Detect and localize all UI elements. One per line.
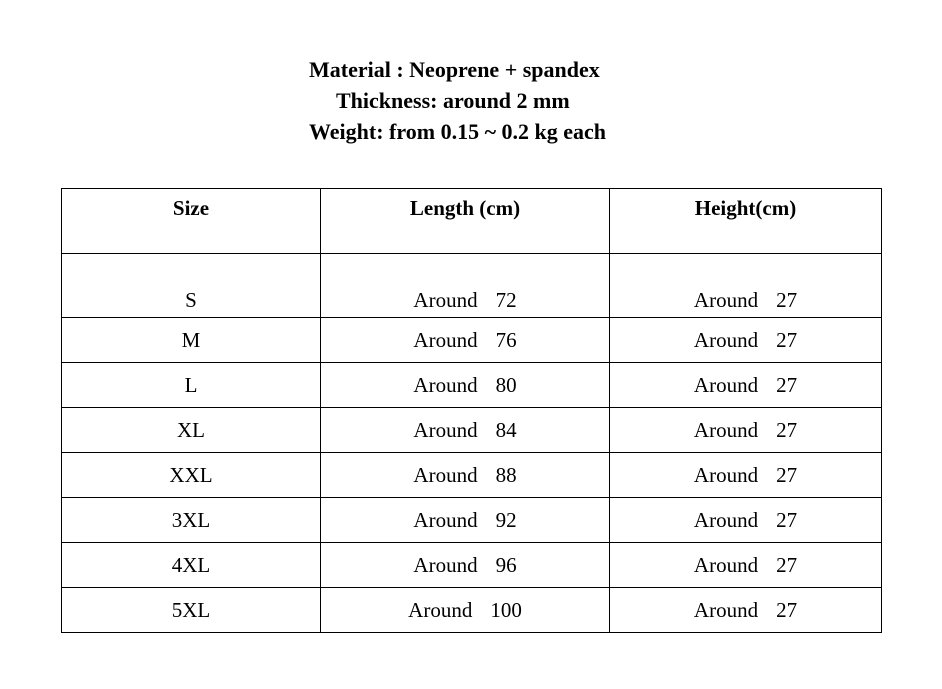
cell-height [610, 588, 882, 633]
cell-length [321, 453, 610, 498]
cell-size: XXL [62, 453, 321, 498]
height-value: 27 [776, 462, 798, 487]
table-header-row [62, 189, 882, 254]
length-value: 76 [495, 327, 517, 352]
height-value: 27 [776, 327, 798, 352]
cell-length [321, 363, 610, 408]
header-size: Size [62, 189, 321, 254]
table-row [62, 363, 882, 408]
cell-size: XL [62, 408, 321, 453]
table-row [62, 498, 882, 543]
cell-length [321, 408, 610, 453]
height-prefix: Around [693, 552, 759, 577]
cell-height [610, 408, 882, 453]
height-value: 27 [776, 507, 798, 532]
cell-height [610, 363, 882, 408]
size-chart-table [61, 188, 882, 633]
table-row [62, 254, 882, 318]
length-prefix: Around [413, 372, 478, 397]
length-value: 84 [495, 417, 517, 442]
length-prefix: Around [413, 552, 478, 577]
table-row [62, 408, 882, 453]
cell-size: 4XL [62, 543, 321, 588]
spec-material: Material : Neoprene + spandex [309, 57, 600, 82]
length-prefix: Around [413, 288, 478, 312]
cell-height [610, 453, 882, 498]
cell-height [610, 543, 882, 588]
height-prefix: Around [693, 372, 759, 397]
length-prefix: Around [413, 507, 478, 532]
table-row [62, 318, 882, 363]
height-value: 27 [776, 288, 798, 312]
cell-length [321, 543, 610, 588]
cell-size: 3XL [62, 498, 321, 543]
length-prefix: Around [413, 327, 478, 352]
cell-size: S [62, 254, 321, 318]
height-prefix: Around [693, 417, 759, 442]
cell-length [321, 588, 610, 633]
cell-size: 5XL [62, 588, 321, 633]
length-value: 92 [495, 507, 517, 532]
table-row [62, 543, 882, 588]
table-row [62, 588, 882, 633]
spec-thickness: Thickness: around 2 mm [336, 88, 570, 113]
length-value: 80 [495, 372, 517, 397]
length-prefix: Around [413, 417, 478, 442]
height-prefix: Around [693, 507, 759, 532]
length-value: 100 [490, 597, 522, 622]
cell-length [321, 498, 610, 543]
cell-height [610, 254, 882, 318]
height-value: 27 [776, 417, 798, 442]
cell-length [321, 318, 610, 363]
length-value: 96 [495, 552, 517, 577]
cell-size: L [62, 363, 321, 408]
length-value: 72 [495, 288, 517, 312]
height-value: 27 [776, 597, 798, 622]
height-value: 27 [776, 552, 798, 577]
table-row [62, 453, 882, 498]
cell-height [610, 498, 882, 543]
height-value: 27 [776, 372, 798, 397]
cell-height [610, 318, 882, 363]
height-prefix: Around [693, 327, 759, 352]
length-value: 88 [495, 462, 517, 487]
spec-weight: Weight: from 0.15 ~ 0.2 kg each [309, 119, 607, 144]
header-length: Length (cm) [321, 189, 610, 254]
cell-size: M [62, 318, 321, 363]
length-prefix: Around [408, 597, 473, 622]
height-prefix: Around [693, 288, 759, 312]
height-prefix: Around [693, 597, 759, 622]
height-prefix: Around [693, 462, 759, 487]
cell-length [321, 254, 610, 318]
length-prefix: Around [413, 462, 478, 487]
header-height: Height(cm) [610, 189, 882, 254]
